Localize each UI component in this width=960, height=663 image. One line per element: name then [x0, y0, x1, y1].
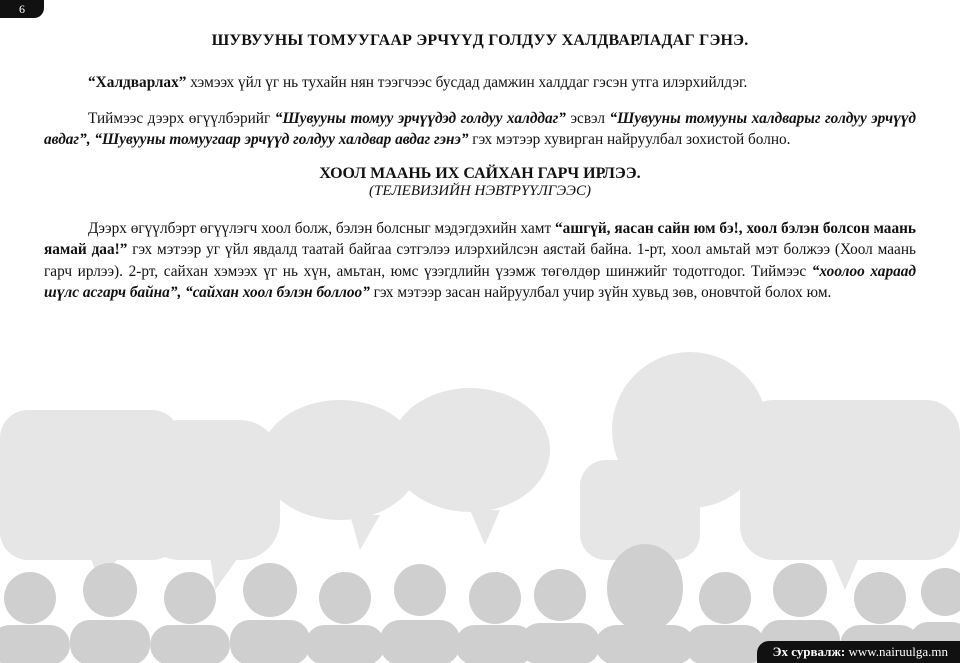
speech-bubbles-crowd-illustration	[0, 340, 960, 663]
quote-bold: “ашгүй, яасан сайн юм бэ!, хоол бэлэн болсон маань яамай даа!”	[44, 219, 917, 258]
person-silhouette-icon	[230, 563, 310, 663]
person-silhouette-icon	[685, 572, 765, 663]
text: гэх мэтээр хувирган найруулбал зохистой болно.	[468, 131, 791, 148]
section1-paragraph-1	[44, 72, 916, 94]
example-bold-italic: “Шувууны томуу эрчүүдэд голдуу халддаг”	[274, 109, 566, 127]
source-label: Эх сурвалж:	[772, 644, 846, 659]
speech-bubble-icon	[140, 420, 280, 560]
source-credit	[757, 641, 960, 663]
text: Дээрх өгүүлбэрт өгүүлэгч хоол болж, бэлэн болсныг мэдэгдэхийн хамт	[88, 219, 556, 237]
example-bold-italic: “Шувууны томууны халдварыг голдуу эрчүүд авдаг”, “Шувууны томуугаар эрчүүд голдуу халдвар авдаг гэнэ”	[44, 109, 916, 148]
section2-title: ХООЛ МААНЬ ИХ САЙХАН ГАРЧ ИРЛЭЭ.	[319, 164, 641, 182]
bubble-tail	[470, 510, 500, 545]
speech-bubble-icon	[740, 400, 960, 560]
section2-subtitle: (ТЕЛЕВИЗИЙН НЭВТРҮҮЛГЭЭС)	[369, 182, 591, 199]
source-url: www.nairuulga.mn	[848, 644, 948, 659]
person-silhouette-icon	[520, 569, 600, 663]
text: эсвэл	[565, 109, 610, 127]
text: гэх мэтээр засан найруулбал учир зүйн хувьд зөв, оновчтой болох юм.	[369, 284, 832, 301]
page-number: 6	[0, 0, 44, 18]
section1-paragraph-2	[44, 108, 916, 151]
text: гэх мэтээр уг үйл явдалд таатай байгаа сэтгэлээ илэрхийлсэн аястай байна. 1-рт, хоол амьтай мэт болжээ (Хоол маань гарч ирлээ). 2-рт, сайхан хэмээх үг нь хүн, амьтан, юмс үзэгдлийн үзэмж төгөлдөр шинжийг тодотгодог. Тиймээс	[44, 241, 916, 280]
person-silhouette-icon	[0, 572, 70, 663]
example-bold-italic: “хоолоо хараад шүлс асгарч байна”, “сайхан хоол бэлэн боллоо”	[44, 262, 916, 301]
person-silhouette-icon	[70, 563, 150, 663]
bubble-tail	[830, 555, 860, 590]
person-silhouette-icon	[380, 564, 460, 663]
bubble-tail	[210, 555, 240, 590]
person-silhouette-icon	[595, 544, 695, 663]
text: хэмээх үйл үг нь тухайн нян тээгчээс бусдад дамжин халддаг гэсэн утга илэрхийлдэг.	[186, 74, 748, 91]
bubble-tail	[350, 515, 380, 550]
section1-title: ШУВУУНЫ ТОМУУГААР ЭРЧҮҮД ГОЛДУУ ХАЛДВАРЛАДАГ ГЭНЭ.	[211, 32, 749, 49]
speech-bubble-icon	[390, 388, 550, 512]
person-silhouette-icon	[305, 572, 385, 663]
text: Тиймээс дээрх өгүүлбэрийг	[88, 109, 275, 127]
term-bold: “Халдварлах”	[88, 74, 187, 91]
section2-paragraph-1	[44, 218, 916, 304]
article-body	[44, 26, 916, 318]
